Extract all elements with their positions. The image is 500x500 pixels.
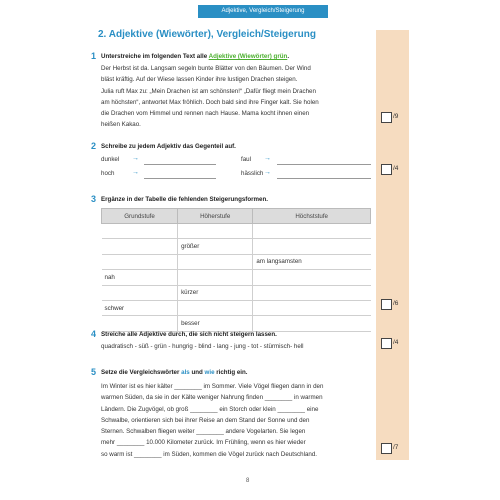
score-box[interactable]	[381, 299, 392, 310]
table-cell[interactable]	[102, 254, 178, 269]
score-box[interactable]	[381, 338, 392, 349]
table-cell[interactable]	[178, 270, 253, 285]
task-1-line: bläst kräftig. Auf der Wiese lassen Kinder ihre lustigen Drachen steigen.	[101, 76, 298, 84]
task-5-text	[101, 381, 323, 460]
table-cell: besser	[178, 316, 253, 331]
table-cell: am langsamsten	[253, 254, 371, 269]
table-cell[interactable]	[178, 254, 253, 269]
task-1-instr-a: Unterstreiche im folgenden Text alle	[101, 53, 209, 60]
task-3-instruction: Ergänze in der Tabelle die fehlenden Steigerungsformen.	[101, 196, 268, 203]
task-2-score	[381, 164, 409, 176]
adjective-word: hässlich	[241, 170, 264, 177]
table-cell[interactable]	[178, 224, 253, 239]
score-box[interactable]	[381, 443, 392, 454]
arrow-icon: →	[132, 155, 139, 162]
table-row	[102, 270, 371, 285]
column-header: Grundstufe	[102, 209, 178, 224]
table-row	[102, 224, 371, 239]
table-cell[interactable]	[253, 300, 371, 315]
table-cell[interactable]	[102, 285, 178, 300]
task-4-number: 4	[91, 329, 97, 339]
table-row	[102, 285, 371, 300]
adjective-word: dunkel	[101, 156, 120, 163]
answer-line[interactable]	[144, 164, 216, 165]
score-points: /6	[393, 300, 399, 307]
task-5-instr-c: richtig ein.	[214, 369, 248, 376]
table-cell[interactable]	[253, 285, 371, 300]
task-1-score	[381, 112, 409, 124]
task-2-instruction: Schreibe zu jedem Adjektiv das Gegenteil auf.	[101, 143, 236, 150]
adjective-word: hoch	[101, 170, 115, 177]
task-1-number: 1	[91, 51, 97, 61]
task-5-instr-a: Setze die Vergleichswörter	[101, 369, 182, 376]
column-header: Höherstufe	[178, 209, 253, 224]
score-points: /7	[393, 444, 399, 451]
page-title: 2. Adjektive (Wiewörter), Vergleich/Steigerung	[98, 29, 316, 40]
table-row	[102, 239, 371, 254]
task-5-instr-b: und	[189, 369, 205, 376]
table-cell[interactable]	[102, 316, 178, 331]
task-1-line: am höchsten“, antwortet Max fröhlich. Doch bald sind ihre Finger kalt. Sie holen	[101, 98, 319, 106]
opposite-pair-row	[101, 155, 271, 163]
score-points: /4	[393, 165, 399, 172]
score-points: /4	[393, 339, 399, 346]
task-5-instruction	[101, 369, 248, 376]
task-1-instruction	[101, 53, 289, 60]
task-1-line: heißen Kakao.	[101, 121, 141, 129]
arrow-icon: →	[264, 169, 271, 176]
opposite-pair-row	[101, 169, 271, 177]
keyword-als: als	[181, 369, 190, 376]
task-3-number: 3	[91, 194, 97, 204]
column-header: Höchststufe	[253, 209, 371, 224]
table-row	[102, 300, 371, 315]
task-5-number: 5	[91, 367, 97, 377]
table-cell: schwer	[102, 300, 178, 315]
answer-line[interactable]	[277, 164, 371, 165]
answer-line[interactable]	[144, 178, 216, 179]
task-1-line: die Drachen vom Himmel und rennen nach Hause. Mama kocht ihnen einen	[101, 110, 310, 118]
task-5-line: so warm ist ________ im Süden, kommen die Vögel zurück nach Deutschland.	[101, 450, 317, 458]
arrow-icon: →	[132, 169, 139, 176]
table-cell: größer	[178, 239, 253, 254]
table-row	[102, 254, 371, 269]
task-1-line: Der Herbst ist da. Langsam segeln bunte Blätter von den Bäumen. Der Wind	[101, 65, 311, 72]
table-header-row	[102, 209, 371, 224]
task-5-line: mehr ________ 10.000 Kilometer zurück. Im Frühling, wenn es hier wieder	[101, 439, 306, 447]
task-5-line: Im Winter ist es hier kälter ________ im Sommer. Viele Vögel fliegen dann in den	[101, 383, 324, 390]
answer-line[interactable]	[277, 178, 371, 179]
adjective-word: faul	[241, 156, 251, 163]
task-5-line: Schwalbe, orientieren sich bei ihrer Reise an dem Stand der Sonne und den	[101, 416, 310, 424]
table-cell[interactable]	[102, 224, 178, 239]
table-cell[interactable]	[253, 270, 371, 285]
task-4-instruction: Streiche alle Adjektive durch, die sich nicht steigern lassen.	[101, 331, 277, 338]
score-box[interactable]	[381, 112, 392, 123]
table-cell: nah	[102, 270, 178, 285]
chapter-tab: Adjektive, Vergleich/Steigerung	[198, 5, 328, 18]
task-5-line: warmen Süden, da sie in der Kälte weniger Nahrung finden ________ in warmen	[101, 394, 323, 402]
table-cell[interactable]	[102, 239, 178, 254]
table-cell[interactable]	[178, 300, 253, 315]
page-number: 8	[246, 478, 250, 484]
table-cell: kürzer	[178, 285, 253, 300]
score-points: /9	[393, 113, 399, 120]
task-1-instr-highlight: Adjektive (Wiewörter) grün	[208, 53, 288, 60]
task-3-score	[381, 299, 409, 311]
task-1-line: Julia ruft Max zu: „Mein Drachen ist am schönsten!“ „Dafür fliegt mein Drachen	[101, 87, 316, 95]
task-5-line: Ländern. Die Zugvögel, ob groß ________ ein Storch oder klein ________ eine	[101, 405, 319, 413]
keyword-wie: wie	[204, 369, 215, 376]
arrow-icon: →	[264, 155, 271, 162]
task-1-text	[101, 63, 319, 131]
table-cell[interactable]	[253, 224, 371, 239]
score-column	[376, 30, 409, 460]
task-2-number: 2	[91, 141, 97, 151]
task-5-score	[381, 443, 409, 455]
comparison-table	[101, 208, 371, 332]
table-cell[interactable]	[253, 239, 371, 254]
task-4-score	[381, 338, 409, 350]
task-5-line: Sternen. Schwalben fliegen weiter ________ andere Vogelarten. Sie legen	[101, 428, 306, 436]
task-4-word-list: quadratisch - süß - grün - hungrig - blind - lang - jung - tot - stürmisch- hell	[101, 343, 304, 350]
score-box[interactable]	[381, 164, 392, 175]
table-cell[interactable]	[253, 316, 371, 331]
task-1-instr-c: .	[287, 53, 290, 60]
table-row	[102, 316, 371, 331]
